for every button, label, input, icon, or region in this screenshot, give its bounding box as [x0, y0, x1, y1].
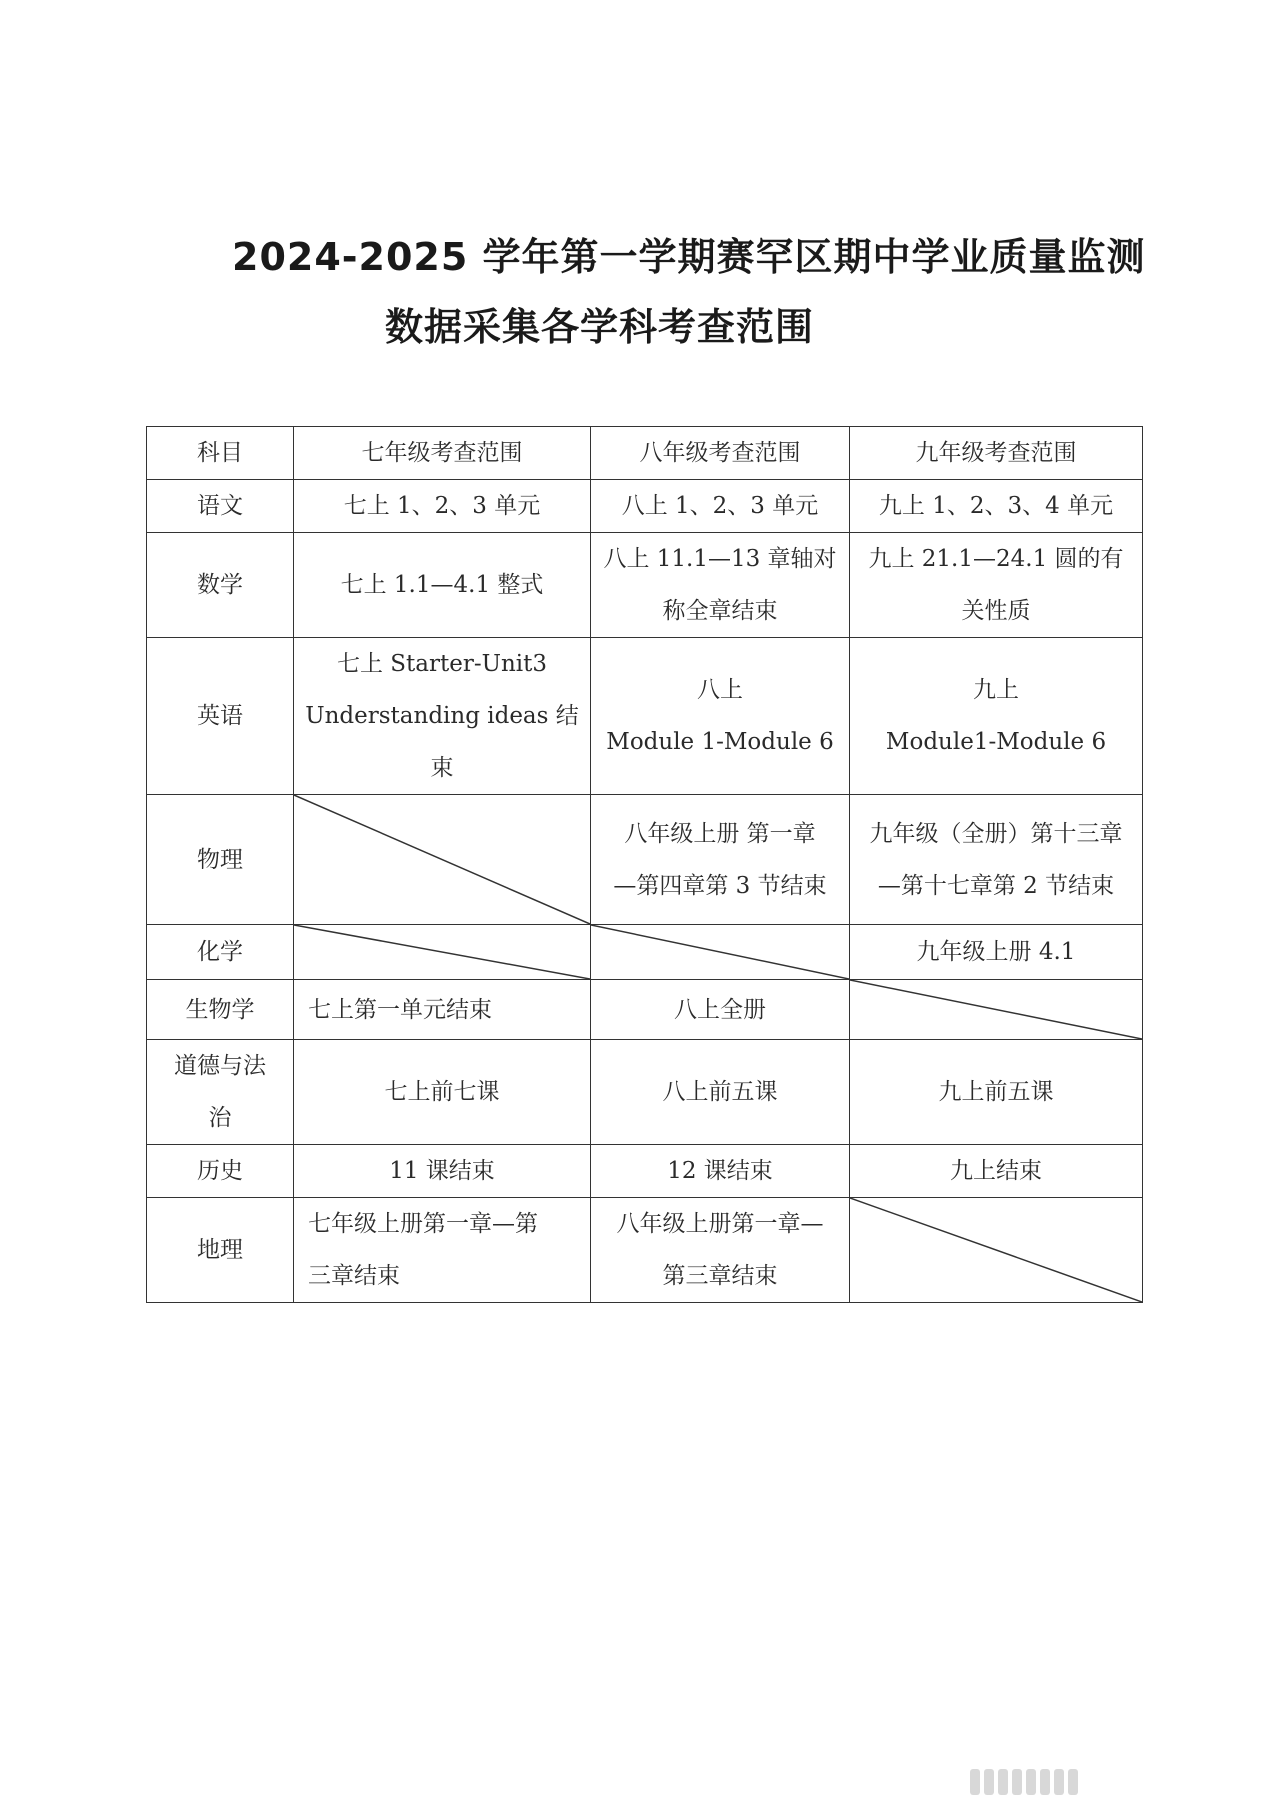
table-header-row — [147, 427, 1143, 480]
cell-line: 治 — [208, 1105, 232, 1131]
table-row — [147, 480, 1143, 533]
chinese-g9: 九上 1、2、3、4 单元 — [850, 480, 1143, 533]
biology-g7: 七上第一单元结束 — [294, 980, 591, 1040]
watermark-bar — [1040, 1769, 1050, 1795]
diagonal-strike — [850, 980, 1142, 1039]
diagonal-strike — [591, 925, 849, 979]
math-g9 — [850, 533, 1143, 638]
cell-line: 八年级上册 第一章 — [624, 820, 816, 847]
chinese-g7: 七上 1、2、3 单元 — [294, 480, 591, 533]
chinese-g8: 八上 1、2、3 单元 — [591, 480, 850, 533]
english-g9 — [850, 638, 1143, 795]
morality-g9: 九上前五课 — [850, 1040, 1143, 1145]
watermark-bar — [1054, 1769, 1064, 1795]
biology-g8: 八上全册 — [591, 980, 850, 1040]
document-subtitle: 数据采集各学科考查范围 — [385, 305, 815, 349]
watermark-mark — [970, 1765, 1240, 1799]
subject-geography: 地理 — [147, 1198, 294, 1303]
cell-line: —第十七章第 2 节结束 — [877, 872, 1115, 899]
cell-line: 八年级上册第一章— — [616, 1211, 824, 1237]
watermark-bar — [1068, 1769, 1078, 1795]
morality-g7: 七上前七课 — [294, 1040, 591, 1145]
diagonal-strike — [294, 795, 590, 924]
cell-line: 八上 11.1—13 章轴对 — [603, 546, 837, 572]
subject-math: 数学 — [147, 533, 294, 638]
chemistry-g8-empty — [591, 925, 850, 980]
history-g7: 11 课结束 — [294, 1145, 591, 1198]
table-row — [147, 1145, 1143, 1198]
table-row — [147, 980, 1143, 1040]
cell-line: 九上 21.1—24.1 圆的有 — [868, 546, 1124, 572]
header-grade7: 七年级考查范围 — [294, 427, 591, 480]
physics-g8 — [591, 795, 850, 925]
physics-g7-empty — [294, 795, 591, 925]
table-row — [147, 533, 1143, 638]
history-g9: 九上结束 — [850, 1145, 1143, 1198]
cell-line: —第四章第 3 节结束 — [613, 872, 827, 899]
subject-english: 英语 — [147, 638, 294, 795]
cell-line: 道德与法 — [174, 1053, 266, 1079]
table-row — [147, 795, 1143, 925]
cell-line: 九年级（全册）第十三章 — [869, 820, 1123, 847]
cell-line: 七年级上册第一章—第 — [308, 1211, 538, 1237]
morality-g8: 八上前五课 — [591, 1040, 850, 1145]
scope-table — [146, 426, 1143, 1303]
geography-g7 — [294, 1198, 591, 1303]
geography-g9-empty — [850, 1198, 1143, 1303]
english-g8 — [591, 638, 850, 795]
cell-line: 七上 Starter-Unit3 — [336, 651, 548, 677]
watermark-bar — [1012, 1769, 1022, 1795]
cell-line: Module 1-Module 6 — [606, 729, 834, 755]
header-grade9: 九年级考查范围 — [850, 427, 1143, 480]
watermark-bar — [970, 1769, 980, 1795]
watermark-bar — [998, 1769, 1008, 1795]
cell-line: Understanding ideas 结束 — [305, 703, 579, 781]
subject-history: 历史 — [147, 1145, 294, 1198]
subject-physics: 物理 — [147, 795, 294, 925]
diagonal-strike — [294, 925, 590, 979]
cell-line: 第三章结束 — [662, 1263, 778, 1289]
header-grade8: 八年级考查范围 — [591, 427, 850, 480]
subject-chinese: 语文 — [147, 480, 294, 533]
chemistry-g7-empty — [294, 925, 591, 980]
table-row — [147, 638, 1143, 795]
physics-g9 — [850, 795, 1143, 925]
geography-g8 — [591, 1198, 850, 1303]
math-g8 — [591, 533, 850, 638]
cell-line: Module1-Module 6 — [885, 729, 1107, 755]
math-g7: 七上 1.1—4.1 整式 — [294, 533, 591, 638]
cell-line: 八上 — [697, 677, 743, 703]
cell-line: 三章结束 — [308, 1263, 400, 1289]
chemistry-g9: 九年级上册 4.1 — [850, 925, 1143, 980]
cell-line: 关性质 — [961, 598, 1031, 624]
table-row — [147, 925, 1143, 980]
biology-g9-empty — [850, 980, 1143, 1040]
subject-chemistry: 化学 — [147, 925, 294, 980]
header-subject: 科目 — [147, 427, 294, 480]
history-g8: 12 课结束 — [591, 1145, 850, 1198]
cell-line: 九上 — [973, 677, 1019, 703]
watermark-bar — [1026, 1769, 1036, 1795]
cell-line: 称全章结束 — [662, 598, 778, 624]
diagonal-strike — [850, 1198, 1142, 1302]
document-title: 2024-2025 学年第一学期赛罕区期中学业质量监测 — [232, 235, 1146, 279]
subject-biology: 生物学 — [147, 980, 294, 1040]
table-row — [147, 1040, 1143, 1145]
watermark-bar — [984, 1769, 994, 1795]
english-g7 — [294, 638, 591, 795]
table-row — [147, 1198, 1143, 1303]
subject-morality — [147, 1040, 294, 1145]
